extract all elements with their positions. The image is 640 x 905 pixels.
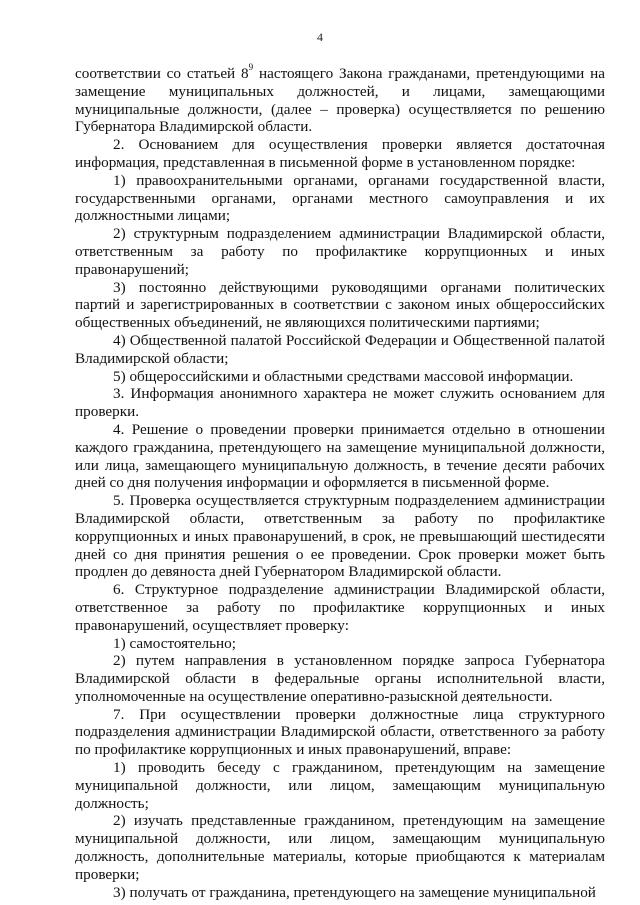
paragraph-6-item-1: 1) самостоятельно; bbox=[113, 634, 236, 652]
paragraph-4: 4. Решение о проведении проверки принимается отдельно в отношении каждого гражданина, претендующего на замещение муниципальной должности, или лица, замещающего муниципальную должность, в течение десяти рабочих дней со дня получения информации и оформляется в письменной форме. bbox=[75, 420, 605, 492]
paragraph-2-item-1: 1) правоохранительными органами, органами государственной власти, государственными органами, органами местного самоуправления и их должностными лицами; bbox=[75, 171, 605, 225]
paragraph-2-item-3: 3) постоянно действующими руководящими органами политических партий и зарегистрированных в соответствии с законом иных общероссийских общественных объединений, не являющихся политическими партиями; bbox=[75, 278, 605, 332]
intro-paragraph bbox=[75, 61, 605, 136]
intro-text-start: соответствии со статьей 8 bbox=[75, 65, 249, 82]
paragraph-7-item-2: 2) изучать представленные гражданином, претендующим на замещение муниципальной должности, или лицом, замещающим муниципальную должность, дополнительные материалы, которые приобщаются к материалам проверки; bbox=[75, 812, 605, 883]
paragraph-7-item-3: 3) получать от гражданина, претендующего на замещение муниципальной bbox=[113, 883, 596, 901]
document-body bbox=[75, 61, 605, 901]
paragraph-5: 5. Проверка осуществляется структурным подразделением администрации Владимирской области, ответственным за работу по профилактике коррупционных и иных правонарушений, в срок, не превышающий шестидесяти дней со дня принятия решения о ее проведении. Срок проверки может быть продлен до девяноста дней Губернатором Владимирской области. bbox=[75, 492, 605, 581]
paragraph-6: 6. Структурное подразделение администрации Владимирской области, ответственное за работу по профилактике коррупционных и иных правонарушений, осуществляет проверку: bbox=[75, 581, 605, 634]
paragraph-3: 3. Информация анонимного характера не может служить основанием для проверки. bbox=[75, 385, 605, 421]
paragraph-7: 7. При осуществлении проверки должностные лица структурного подразделения администрации Владимирской области, ответственного за работу по профилактике коррупционных и иных правонарушений, вправе: bbox=[75, 705, 605, 759]
paragraph-6-item-2: 2) путем направления в установленном порядке запроса Губернатора Владимирской области в федеральные органы исполнительной власти, уполномоченные на осуществление оперативно-разыскной деятельности. bbox=[75, 652, 605, 705]
page-number: 4 bbox=[317, 30, 323, 44]
paragraph-2: 2. Основанием для осуществления проверки является достаточная информация, представленная в письменной форме в установленном порядке: bbox=[75, 136, 605, 171]
intro-text-end: настоящего Закона гражданами, претендующими на замещение муниципальных должностей, и лицами, замещающими муниципальные должности, (далее – проверка) осуществляется по решению Губернатора Владимирской области. bbox=[75, 65, 605, 136]
article-superscript: 9 bbox=[248, 61, 254, 72]
paragraph-2-item-4: 4) Общественной палатой Российской Федерации и Общественной палатой Владимирской области; bbox=[75, 331, 605, 367]
paragraph-2-item-2: 2) структурным подразделением администрации Владимирской области, ответственным за работу по профилактике коррупционных и иных правонарушений; bbox=[75, 225, 605, 278]
paragraph-2-item-5: 5) общероссийскими и областными средствами массовой информации. bbox=[113, 367, 574, 385]
paragraph-7-item-1: 1) проводить беседу с гражданином, претендующим на замещение муниципальной должности, или лицом, замещающим муниципальную должность; bbox=[75, 759, 605, 812]
